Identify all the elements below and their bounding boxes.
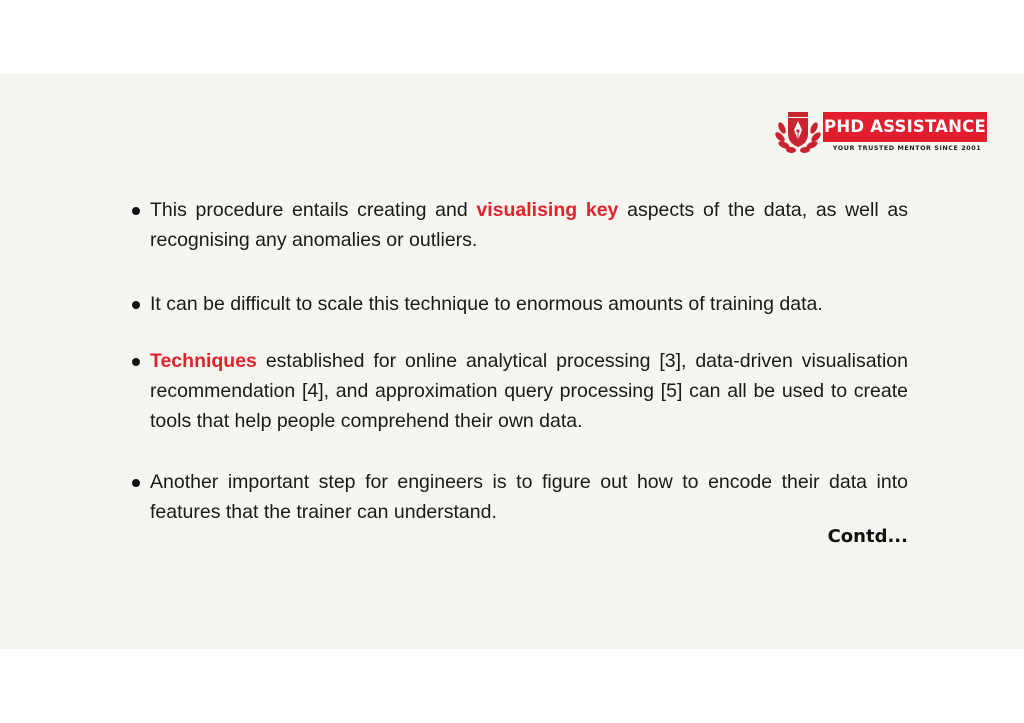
bullet-text: This procedure entails creating and bbox=[150, 199, 477, 221]
continued-label: Contd... bbox=[827, 526, 908, 547]
slide bbox=[0, 74, 1024, 649]
bullet-item bbox=[130, 289, 908, 319]
bullet-dot-icon bbox=[132, 301, 140, 309]
bullet-highlight: Techniques bbox=[150, 350, 257, 372]
bullet-item bbox=[130, 467, 908, 527]
bullet-item bbox=[130, 346, 908, 436]
brand-tagline: YOUR TRUSTED MENTOR SINCE 2001 bbox=[832, 144, 982, 152]
bullet-highlight: visualising key bbox=[476, 199, 619, 221]
bullet-text: established for online analytical processing [3], data-driven visualisation recommendation [4], and approximation query processing [5] can all be used to create tools that help people comprehend their own data. bbox=[150, 350, 908, 432]
phd-assistance-logo bbox=[774, 110, 990, 156]
bullet-dot-icon bbox=[132, 479, 140, 487]
bullet-dot-icon bbox=[132, 207, 140, 215]
brand-name: PHD ASSISTANCE bbox=[823, 112, 987, 142]
bullet-dot-icon bbox=[132, 358, 140, 366]
bullet-text: It can be difficult to scale this technique to enormous amounts of training data. bbox=[150, 293, 823, 315]
bullet-text: aspects of the data, as well as recognising any anomalies or outliers. bbox=[150, 199, 908, 251]
laurel-emblem-icon bbox=[774, 110, 822, 156]
bullet-text: Another important step for engineers is to figure out how to encode their data into features that the trainer can understand. bbox=[150, 471, 908, 523]
bullet-item bbox=[130, 195, 908, 255]
